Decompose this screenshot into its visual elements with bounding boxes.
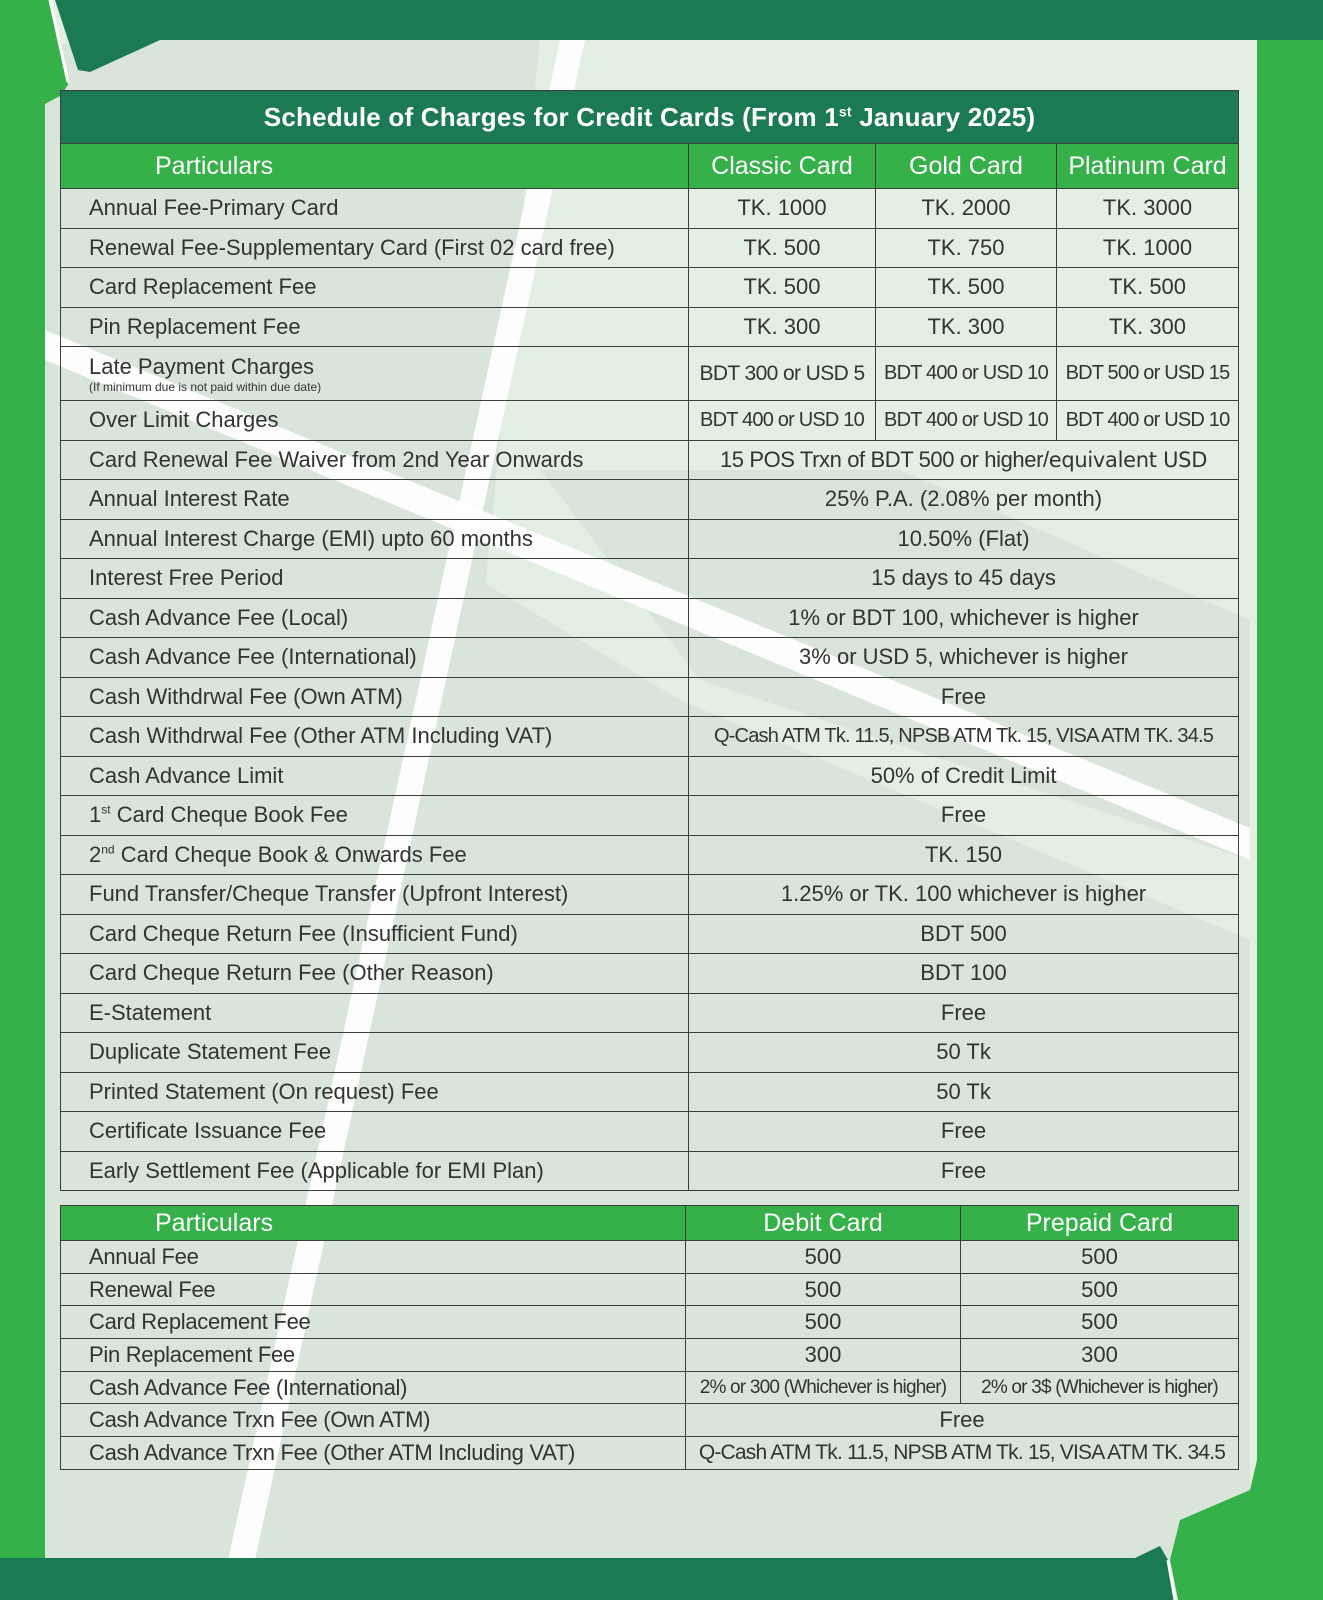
merged-value: Q-Cash ATM Tk. 11.5, NPSB ATM Tk. 15, VISA ATM TK. 34.5: [689, 717, 1239, 757]
header-debit-card: Debit Card: [686, 1206, 961, 1241]
table-row: [61, 401, 1239, 441]
table-row: [61, 559, 1239, 599]
row-label: 2nd Card Cheque Book & Onwards Fee: [61, 835, 689, 875]
table-row: [61, 189, 1239, 229]
merged-value: 50 Tk: [689, 1072, 1239, 1112]
row-label: 1st Card Cheque Book Fee: [61, 796, 689, 836]
right-strip: [1257, 40, 1323, 1600]
row-label: Interest Free Period: [61, 559, 689, 599]
table-row: [61, 1112, 1239, 1152]
row-label: Cash Advance Limit: [61, 756, 689, 796]
row-label: Printed Statement (On request) Fee: [61, 1072, 689, 1112]
table-row: [61, 268, 1239, 308]
table-row: [61, 307, 1239, 347]
debit-value: 500: [686, 1241, 961, 1274]
row-label: Renewal Fee: [61, 1273, 686, 1306]
row-label: Cash Withdrwal Fee (Own ATM): [61, 677, 689, 717]
row-label: Cash Advance Trxn Fee (Other ATM Including VAT): [61, 1437, 686, 1470]
debit-value: 500: [686, 1306, 961, 1339]
credit-card-charges-table: [60, 90, 1239, 1191]
row-label: Cash Withdrwal Fee (Other ATM Including VAT): [61, 717, 689, 757]
merged-value: [689, 440, 1239, 480]
table-title: Schedule of Charges for Credit Cards (From 1st January 2025): [61, 91, 1239, 144]
gold-value: BDT 400 or USD 10: [876, 347, 1057, 401]
row-label: Cash Advance Fee (International): [61, 1371, 686, 1404]
table-row: [61, 756, 1239, 796]
table-row: [61, 993, 1239, 1033]
classic-value: TK. 500: [689, 268, 876, 308]
gold-value: TK. 500: [876, 268, 1057, 308]
table-row: [61, 1033, 1239, 1073]
platinum-value: BDT 400 or USD 10: [1057, 401, 1239, 441]
prepaid-value: 500: [961, 1241, 1239, 1274]
header-classic-card: Classic Card: [689, 144, 876, 189]
value-part-a: 15 POS Trxn of BDT 500 or higher/: [719, 446, 1049, 472]
header-gold-card: Gold Card: [876, 144, 1057, 189]
row-label: Card Cheque Return Fee (Insufficient Fund): [61, 914, 689, 954]
merged-value: 3% or USD 5, whichever is higher: [689, 638, 1239, 678]
merged-value: 1% or BDT 100, whichever is higher: [689, 598, 1239, 638]
platinum-value: TK. 300: [1057, 307, 1239, 347]
prepaid-value: 500: [961, 1306, 1239, 1339]
merged-value: Free: [689, 1151, 1239, 1191]
table-row: [61, 480, 1239, 520]
platinum-value: TK. 500: [1057, 268, 1239, 308]
row-label: Late Payment Charges: [89, 353, 315, 379]
merged-value: BDT 500: [689, 914, 1239, 954]
row-label: Card Renewal Fee Waiver from 2nd Year Onwards: [61, 440, 689, 480]
row-label: Cash Advance Fee (International): [61, 638, 689, 678]
merged-value: 50 Tk: [689, 1033, 1239, 1073]
table-row: [61, 796, 1239, 836]
classic-value: TK. 1000: [689, 189, 876, 229]
merged-value: 25% P.A. (2.08% per month): [689, 480, 1239, 520]
table-row: [61, 638, 1239, 678]
merged-value: Q-Cash ATM Tk. 11.5, NPSB ATM Tk. 15, VISA ATM TK. 34.5: [686, 1437, 1239, 1470]
merged-value: BDT 100: [689, 954, 1239, 994]
classic-value: TK. 300: [689, 307, 876, 347]
row-label: E-Statement: [61, 993, 689, 1033]
platinum-value: TK. 3000: [1057, 189, 1239, 229]
row-label: Annual Interest Rate: [61, 480, 689, 520]
row-label: Card Replacement Fee: [61, 1306, 686, 1339]
merged-value: 15 days to 45 days: [689, 559, 1239, 599]
merged-value: 50% of Credit Limit: [689, 756, 1239, 796]
row-label: Pin Replacement Fee: [61, 307, 689, 347]
table-row: [61, 1437, 1239, 1470]
table-row: [61, 1241, 1239, 1274]
merged-value: Free: [689, 993, 1239, 1033]
prepaid-value: 300: [961, 1339, 1239, 1372]
table-row: [61, 440, 1239, 480]
table-row: [61, 875, 1239, 915]
gold-value: BDT 400 or USD 10: [876, 401, 1057, 441]
row-label: Pin Replacement Fee: [61, 1339, 686, 1372]
merged-value: Free: [689, 677, 1239, 717]
merged-value: Free: [686, 1404, 1239, 1437]
prepaid-value: 2% or 3$ (Whichever is higher): [961, 1371, 1239, 1404]
gold-value: TK. 2000: [876, 189, 1057, 229]
header-platinum-card: Platinum Card: [1057, 144, 1239, 189]
label-ordinal: nd: [101, 842, 115, 857]
table-row: [61, 835, 1239, 875]
merged-value: TK. 150: [689, 835, 1239, 875]
table-row: [61, 914, 1239, 954]
platinum-value: TK. 1000: [1057, 228, 1239, 268]
table-row: [61, 1151, 1239, 1191]
row-label: Fund Transfer/Cheque Transfer (Upfront Interest): [61, 875, 689, 915]
row-label: Annual Interest Charge (EMI) upto 60 months: [61, 519, 689, 559]
table-row: [61, 1306, 1239, 1339]
merged-value: Free: [689, 1112, 1239, 1152]
row-label: Certificate Issuance Fee: [61, 1112, 689, 1152]
table-row: [61, 347, 1239, 401]
debit-value: 500: [686, 1273, 961, 1306]
debit-value: 2% or 300 (Whichever is higher): [686, 1371, 961, 1404]
table-row: [61, 1273, 1239, 1306]
row-label: Renewal Fee-Supplementary Card (First 02 card free): [61, 228, 689, 268]
row-label: Duplicate Statement Fee: [61, 1033, 689, 1073]
classic-value: BDT 300 or USD 5: [689, 347, 876, 401]
merged-value: 1.25% or TK. 100 whichever is higher: [689, 875, 1239, 915]
merged-value: 10.50% (Flat): [689, 519, 1239, 559]
gold-value: TK. 300: [876, 307, 1057, 347]
row-label: Early Settlement Fee (Applicable for EMI Plan): [61, 1151, 689, 1191]
row-label-with-note: [61, 347, 689, 401]
row-label: Annual Fee-Primary Card: [61, 189, 689, 229]
row-label: Annual Fee: [61, 1241, 686, 1274]
prepaid-value: 500: [961, 1273, 1239, 1306]
row-note: (If minimum due is not paid within due date): [89, 379, 322, 394]
table-row: [61, 228, 1239, 268]
header-prepaid-card: Prepaid Card: [961, 1206, 1239, 1241]
table-row: [61, 717, 1239, 757]
table-row: [61, 1339, 1239, 1372]
label-ordinal: st: [101, 802, 111, 817]
value-part-b: equivalent USD: [1048, 447, 1208, 472]
gold-value: TK. 750: [876, 228, 1057, 268]
table-row: [61, 1072, 1239, 1112]
platinum-value: BDT 500 or USD 15: [1057, 347, 1239, 401]
table-row: [61, 1371, 1239, 1404]
row-label: Card Cheque Return Fee (Other Reason): [61, 954, 689, 994]
classic-value: TK. 500: [689, 228, 876, 268]
row-label: Card Replacement Fee: [61, 268, 689, 308]
table-row: [61, 1404, 1239, 1437]
table-row: [61, 677, 1239, 717]
row-label: Cash Advance Trxn Fee (Own ATM): [61, 1404, 686, 1437]
table-row: [61, 519, 1239, 559]
merged-value: Free: [689, 796, 1239, 836]
header-particulars: Particulars: [61, 1206, 686, 1241]
row-label: Cash Advance Fee (Local): [61, 598, 689, 638]
header-particulars: Particulars: [61, 144, 689, 189]
title-ordinal: st: [838, 102, 852, 119]
debit-value: 300: [686, 1339, 961, 1372]
classic-value: BDT 400 or USD 10: [689, 401, 876, 441]
table-row: [61, 598, 1239, 638]
table-row: [61, 954, 1239, 994]
row-label: Over Limit Charges: [61, 401, 689, 441]
debit-prepaid-charges-table: [60, 1205, 1239, 1470]
